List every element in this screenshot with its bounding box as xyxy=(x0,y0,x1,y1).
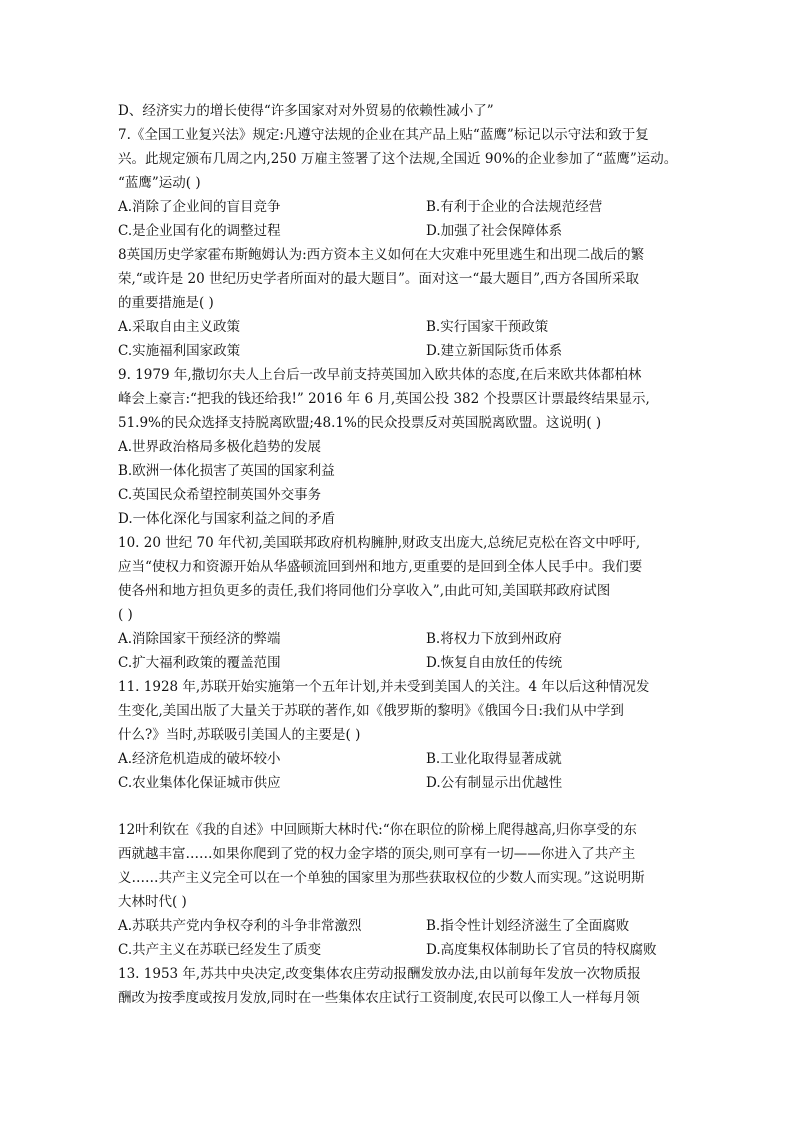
q10-stem-line: 应当“使权力和资源开始从华盛顿流回到州和地方,更重要的是回到全体人民手中。我们要 xyxy=(118,559,643,575)
question-7 xyxy=(118,123,683,243)
q12-stem-line: 12叶利钦在《我的自述》中回顾斯大林时代:“你在职位的阶梯上爬得越高,归你享受的东 xyxy=(118,822,637,838)
q7-stem-line: “蓝鹰”运动( ) xyxy=(118,175,201,191)
q12-option-d[interactable]: D.高度集权体制助长了官员的特权腐败 xyxy=(426,942,657,958)
q12-stem-line: 义……共产主义完全可以在一个单独的国家里为那些获取权位的少数人而实现。”这说明斯 xyxy=(118,870,645,886)
q12-stem-line: 大林时代( ) xyxy=(118,894,187,910)
q10-stem-line: 10. 20 世纪 70 年代初,美国联邦政府机构臃肿,财政支出庞大,总统尼克松在咨文中呼吁, xyxy=(118,535,641,551)
q7-stem-line: 7.《全国工业复兴法》规定:凡遵守法规的企业在其产品上贴“蓝鹰”标记以示守法和致于复 xyxy=(118,127,649,143)
q12-option-a[interactable]: A.苏联共产党内争权夺利的斗争非常激烈 xyxy=(118,918,362,934)
q9-option-b[interactable]: B.欧洲一体化损害了英国的国家利益 xyxy=(118,463,335,479)
question-12 xyxy=(118,818,683,962)
question-10 xyxy=(118,531,683,675)
exam-page xyxy=(118,99,683,1010)
q9-option-a[interactable]: A.世界政治格局多极化趋势的发展 xyxy=(118,439,322,455)
q9-stem-line: 峰会上豪言:“把我的钱还给我!” 2016 年 6 月,英国公投 382 个投票区计票最终结果显示, xyxy=(118,391,650,407)
question-13 xyxy=(118,962,683,1010)
q7-option-c[interactable]: C.是企业国有化的调整过程 xyxy=(118,223,281,239)
q10-option-a[interactable]: A.消除国家干预经济的弊端 xyxy=(118,631,281,647)
q10-option-c[interactable]: C.扩大福利政策的覆盖范围 xyxy=(118,655,281,671)
q10-stem-line: ( ) xyxy=(118,607,133,623)
blank-spacer xyxy=(118,795,683,818)
q9-option-c[interactable]: C.英国民众希望控制英国外交事务 xyxy=(118,487,322,503)
q7-stem-line: 兴。此规定颁布几周之内,250 万雇主签署了这个法规,全国近 90%的企业参加了“蓝鹰”运动。 xyxy=(118,151,678,167)
q11-option-a[interactable]: A.经济危机造成的破坏较小 xyxy=(118,751,281,767)
q7-option-b[interactable]: B.有利于企业的合法规范经营 xyxy=(426,199,603,215)
q9-stem-line: 51.9%的民众选择支持脱离欧盟;48.1%的民众投票反对英国脱离欧盟。这说明( ) xyxy=(118,415,602,431)
q11-stem-line: 生变化,美国出版了大量关于苏联的著作,如《俄罗斯的黎明》《俄国今日:我们从中学到 xyxy=(118,703,624,719)
question-9 xyxy=(118,363,683,531)
q7-option-a[interactable]: A.消除了企业间的盲目竞争 xyxy=(118,199,281,215)
q12-option-c[interactable]: C.共产主义在苏联已经发生了质变 xyxy=(118,942,322,958)
q9-option-d[interactable]: D.一体化深化与国家利益之间的矛盾 xyxy=(118,511,336,527)
q9-stem-line: 9. 1979 年,撒切尔夫人上台后一改早前支持英国加入欧共体的态度,在后来欧共体都柏林 xyxy=(118,367,642,383)
q12-stem-line: 西就越丰富……如果你爬到了党的权力金字塔的顶尖,则可享有一切——你进入了共产主 xyxy=(118,846,636,862)
q11-option-d[interactable]: D.公有制显示出优越性 xyxy=(426,775,563,791)
q13-stem-line: 酬改为按季度或按月发放,同时在一些集体农庄试行工资制度,农民可以像工人一样每月领 xyxy=(118,990,640,1006)
q8-stem-line: 的重要措施是( ) xyxy=(118,295,214,311)
q8-option-d[interactable]: D.建立新国际货币体系 xyxy=(426,343,563,359)
q11-stem-line: 什么?》当时,苏联吸引美国人的主要是( ) xyxy=(118,727,361,743)
question-11 xyxy=(118,675,683,795)
q11-option-c[interactable]: C.农业集体化保证城市供应 xyxy=(118,775,281,791)
q7-option-d[interactable]: D.加强了社会保障体系 xyxy=(426,223,563,239)
q8-option-c[interactable]: C.实施福利国家政策 xyxy=(118,343,241,359)
q8-option-b[interactable]: B.实行国家干预政策 xyxy=(426,319,549,335)
q8-stem-line: 荣,“或许是 20 世纪历史学者所面对的最大题目”。面对这一“最大题目”,西方各国所采取 xyxy=(118,271,639,287)
q10-stem-line: 使各州和地方担负更多的责任,我们将同他们分享收入”,由此可知,美国联邦政府试图 xyxy=(118,583,611,599)
q11-option-b[interactable]: B.工业化取得显著成就 xyxy=(426,751,562,767)
q10-option-d[interactable]: D.恢复自由放任的传统 xyxy=(426,655,563,671)
q6-option-d: D、经济实力的增长使得“许多国家对对外贸易的依赖性减小了” xyxy=(118,103,494,119)
q12-option-b[interactable]: B.指令性计划经济滋生了全面腐败 xyxy=(426,918,630,934)
q13-stem-line: 13. 1953 年,苏共中央决定,改变集体农庄劳动报酬发放办法,由以前每年发放一次物质报 xyxy=(118,966,641,982)
q11-stem-line: 11. 1928 年,苏联开始实施第一个五年计划,并未受到美国人的关注。4 年以后这种情况发 xyxy=(118,679,650,695)
q8-option-a[interactable]: A.采取自由主义政策 xyxy=(118,319,241,335)
q10-option-b[interactable]: B.将权力下放到州政府 xyxy=(426,631,562,647)
q8-stem-line: 8英国历史学家霍布斯鲍姆认为:西方资本主义如何在大灾难中死里逃生和出现二战后的繁 xyxy=(118,247,645,263)
question-8 xyxy=(118,243,683,363)
